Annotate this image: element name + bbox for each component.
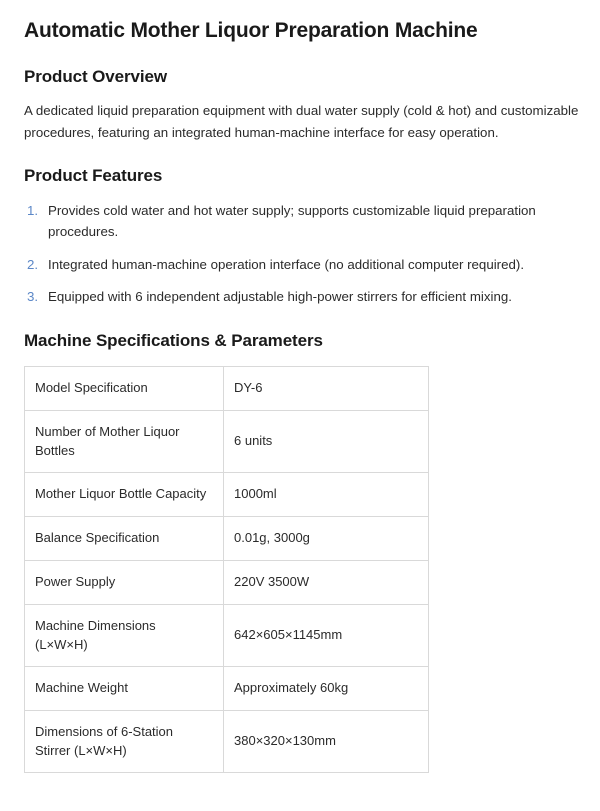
specifications-section xyxy=(24,330,582,773)
table-row xyxy=(25,560,429,604)
spec-label: Power Supply xyxy=(25,560,224,604)
table-row xyxy=(25,410,429,472)
list-item: Equipped with 6 independent adjustable high-power stirrers for efficient mixing. xyxy=(48,289,512,305)
spec-value: 0.01g, 3000g xyxy=(224,516,429,560)
product-features-section xyxy=(24,165,582,307)
spec-label: Machine Dimensions (L×W×H) xyxy=(25,604,224,666)
list-item: Integrated human-machine operation interface (no additional computer required). xyxy=(48,256,525,272)
table-row xyxy=(25,710,429,772)
table-row xyxy=(25,366,429,410)
specifications-table xyxy=(24,366,429,773)
table-row xyxy=(25,666,429,710)
product-features-heading: Product Features xyxy=(24,166,163,186)
list-item: Provides cold water and hot water supply; supports customizable liquid preparation procedures. xyxy=(48,202,536,240)
spec-value: 6 units xyxy=(224,410,429,472)
spec-value: 642×605×1145mm xyxy=(224,604,429,666)
product-overview-section xyxy=(24,66,582,143)
table-row xyxy=(25,472,429,516)
spec-label: Mother Liquor Bottle Capacity xyxy=(25,472,224,516)
spec-label: Balance Specification xyxy=(25,516,224,560)
spec-label: Model Specification xyxy=(25,366,224,410)
spec-value: DY-6 xyxy=(224,366,429,410)
spec-value: 380×320×130mm xyxy=(224,710,429,772)
product-overview-heading: Product Overview xyxy=(24,67,167,87)
spec-label: Number of Mother Liquor Bottles xyxy=(25,410,224,472)
spec-value: 220V 3500W xyxy=(224,560,429,604)
product-overview-text: A dedicated liquid preparation equipment with dual water supply (cold & hot) and customizable procedures, featuring an integrated human-machine interface for easy operation. xyxy=(24,103,579,140)
specifications-heading: Machine Specifications & Parameters xyxy=(24,330,323,350)
spec-label: Dimensions of 6-Station Stirrer (L×W×H) xyxy=(25,710,224,772)
table-row xyxy=(25,516,429,560)
spec-value: 1000ml xyxy=(224,472,429,516)
table-row xyxy=(25,604,429,666)
page-title: Automatic Mother Liquor Preparation Machine xyxy=(24,19,478,42)
features-list xyxy=(24,200,582,308)
spec-label: Machine Weight xyxy=(25,666,224,710)
spec-value: Approximately 60kg xyxy=(224,666,429,710)
